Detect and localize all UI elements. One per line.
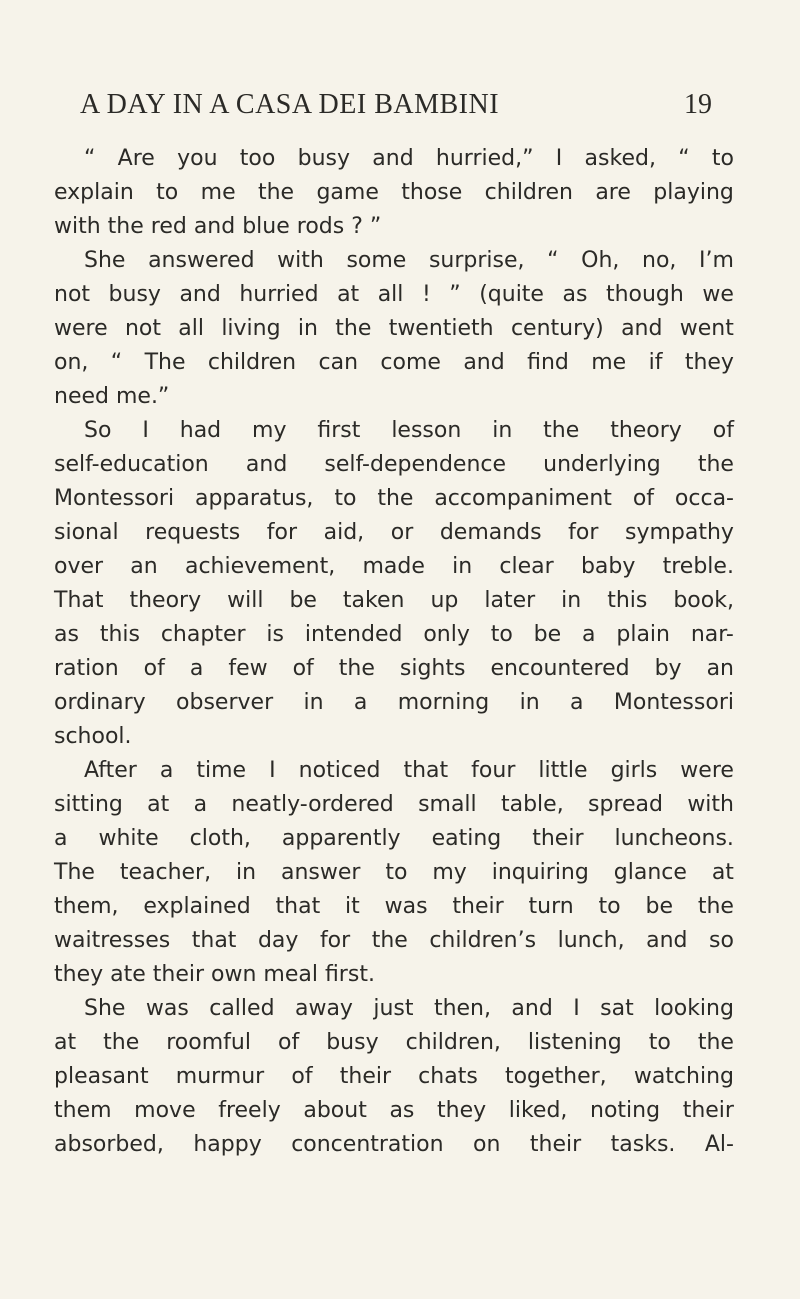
text-line: After a time I noticed that four little girls were bbox=[84, 758, 734, 783]
text-line: not busy and hurried at all ! ” (quite as though we bbox=[54, 282, 734, 307]
text-line: them, explained that it was their turn to be the bbox=[54, 894, 734, 919]
text-line: absorbed, happy concentration on their tasks. Al- bbox=[54, 1132, 734, 1157]
body-text bbox=[54, 142, 734, 1162]
running-title: A DAY IN A CASA DEI BAMBINI bbox=[80, 89, 500, 120]
text-line: school. bbox=[54, 724, 132, 749]
text-line: That theory will be taken up later in this book, bbox=[54, 588, 734, 613]
text-line: them move freely about as they liked, noting their bbox=[54, 1098, 734, 1123]
text-line: sional requests for aid, or demands for sympathy bbox=[54, 520, 734, 545]
text-line: “ Are you too busy and hurried,” I asked, “ to bbox=[84, 146, 734, 171]
text-line: on, “ The children can come and find me if they bbox=[54, 350, 734, 375]
text-line: pleasant murmur of their chats together, watching bbox=[54, 1064, 734, 1089]
text-line: as this chapter is intended only to be a plain nar- bbox=[54, 622, 734, 647]
text-line: She answered with some surprise, “ Oh, no, I’m bbox=[84, 248, 734, 273]
text-line: at the roomful of busy children, listening to the bbox=[54, 1030, 734, 1055]
text-line: She was called away just then, and I sat looking bbox=[84, 996, 734, 1021]
text-line: they ate their own meal first. bbox=[54, 962, 375, 987]
text-line: The teacher, in answer to my inquiring glance at bbox=[54, 860, 734, 885]
text-line: need me.” bbox=[54, 384, 170, 409]
text-line: Montessori apparatus, to the accompaniment of occa- bbox=[54, 486, 734, 511]
text-line: were not all living in the twentieth century) and went bbox=[54, 316, 734, 341]
text-line: self-education and self-dependence underlying the bbox=[54, 452, 734, 477]
running-head bbox=[0, 88, 800, 128]
text-line: ordinary observer in a morning in a Montessori bbox=[54, 690, 734, 715]
text-line: with the red and blue rods ? ” bbox=[54, 214, 382, 239]
text-line: ration of a few of the sights encountered by an bbox=[54, 656, 734, 681]
text-line: over an achievement, made in clear baby treble. bbox=[54, 554, 734, 579]
text-line: So I had my first lesson in the theory of bbox=[84, 418, 734, 443]
page-number: 19 bbox=[684, 89, 712, 120]
text-line: waitresses that day for the children’s lunch, and so bbox=[54, 928, 734, 953]
text-line: sitting at a neatly-ordered small table, spread with bbox=[54, 792, 734, 817]
text-line: a white cloth, apparently eating their luncheons. bbox=[54, 826, 734, 851]
text-line: explain to me the game those children are playing bbox=[54, 180, 734, 205]
